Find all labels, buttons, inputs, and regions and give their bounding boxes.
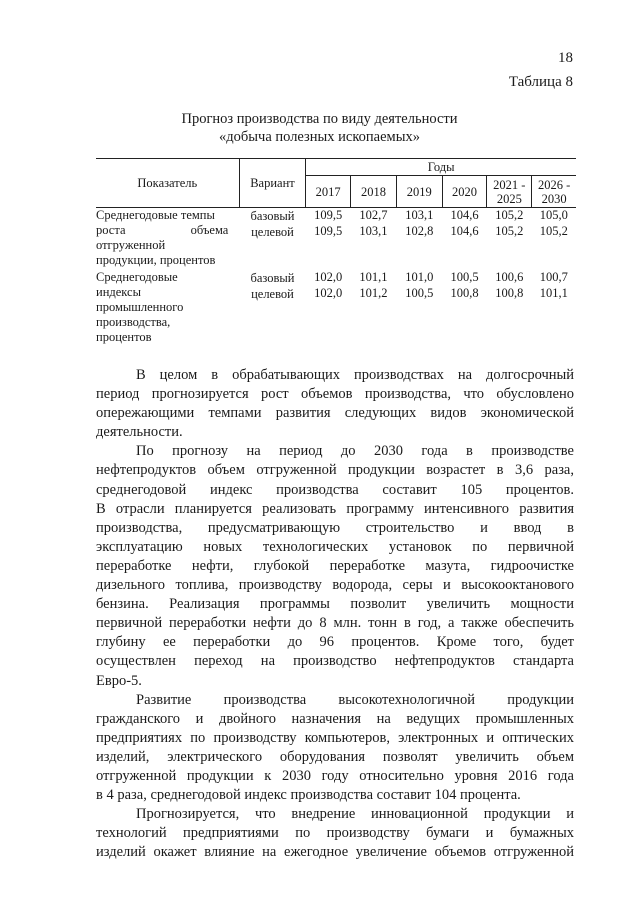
- paragraph-line: осуществлен переход на производство нефтепродуктов стандарта: [96, 653, 574, 670]
- value-cell: 103,1: [359, 224, 388, 238]
- paragraph-line: среднегодовой индекс производства составит 105 процентов.: [96, 481, 574, 498]
- paragraph-line: гражданского и двойного назначения на ведущих промышленных: [96, 710, 574, 727]
- value-cell: 102,0: [314, 270, 343, 284]
- header-year: 2018: [351, 176, 397, 208]
- paragraph-line: предприятиях по производству компьютеров, электронных и оптических: [96, 729, 574, 746]
- paragraph: [96, 366, 574, 442]
- paragraph-line: отгруженной продукции к 2030 году относительно уровня 2016 года: [96, 767, 574, 784]
- indicator-line: промышленного: [96, 300, 184, 314]
- paragraph-line: первичной переработки нефти до 8 млн. тонн в год, а также обеспечить: [96, 615, 574, 632]
- indicator-cell: [96, 270, 239, 346]
- value-cell: 102,7: [359, 208, 388, 222]
- indicator-line: индексы: [96, 285, 141, 299]
- indicator-cell: [96, 208, 239, 271]
- indicator-line: Среднегодовые: [96, 270, 178, 284]
- value-cell: 104,6: [450, 224, 479, 238]
- indicator-line: отгруженной: [96, 238, 166, 252]
- header-year: 2017: [306, 176, 351, 208]
- paragraph-line: дизельного топлива, производству водорода, серы и высокооктанового: [96, 577, 574, 594]
- body-text: [96, 366, 574, 862]
- table-label: Таблица 8: [508, 74, 573, 90]
- indicator-line: производства,: [96, 315, 171, 329]
- caption-line-1: Прогноз производства по виду деятельности: [181, 111, 458, 127]
- paragraph-line: деятельности.: [96, 424, 183, 441]
- header-variant: Вариант: [239, 159, 306, 208]
- value-cell: 105,0: [539, 208, 568, 222]
- paragraph-line: в 4 раза, среднегодовой индекс производства составит 104 процента.: [96, 787, 521, 804]
- paragraph-line: нефтепродуктов объем отгруженной продукции возрастет в 3,6 раза,: [96, 462, 574, 479]
- value-cell: 100,6: [495, 270, 524, 284]
- paragraph-line: Развитие производства высокотехнологичной продукции: [136, 691, 574, 708]
- paragraph-line: опережающими темпами развития следующих видов экономической: [96, 405, 574, 422]
- variant-cell: целевой: [251, 287, 294, 301]
- paragraph: [96, 442, 574, 690]
- indicator-line: роста объема: [96, 223, 229, 237]
- caption-line-2: «добыча полезных ископаемых»: [219, 129, 420, 145]
- value-cell: 101,2: [359, 286, 388, 300]
- value-cell: 102,0: [314, 286, 343, 300]
- value-cell: 100,8: [495, 286, 524, 300]
- value-cell: 100,5: [450, 270, 479, 284]
- paragraph-line: Прогнозируется, что внедрение инновационной продукции и: [136, 806, 574, 823]
- paragraph-line: технологий предприятиями по производству бумаги и бумажных: [96, 825, 574, 842]
- variant-cell: базовый: [250, 271, 295, 285]
- header-year: 2020: [442, 176, 487, 208]
- value-cell: 100,8: [450, 286, 479, 300]
- value-cell: 102,8: [405, 224, 434, 238]
- value-cell: 109,5: [314, 208, 343, 222]
- variant-cell: целевой: [251, 225, 294, 239]
- value-cell: 109,5: [314, 224, 343, 238]
- forecast-table: [96, 158, 576, 346]
- table-row: [96, 270, 576, 286]
- paragraph-line: В целом в обрабатывающих производствах на долгосрочный: [136, 367, 574, 383]
- header-years: Годы: [306, 159, 576, 176]
- paragraph-line: производства, предусматривающую строительство и ввод в: [96, 519, 574, 536]
- value-cell: 100,5: [405, 286, 434, 300]
- table-caption: [0, 110, 639, 146]
- value-cell: 105,2: [539, 224, 568, 238]
- paragraph: [96, 691, 574, 806]
- paragraph-line: бензина. Реализация программы позволит увеличить мощности: [96, 596, 574, 613]
- paragraph-line: эксплуатацию новых технологических установок по первичной: [96, 538, 574, 555]
- value-cell: 105,2: [495, 224, 524, 238]
- header-year: 2026 - 2030: [532, 176, 576, 208]
- paragraph-line: период прогнозируется рост объемов производства, что обусловлено: [96, 386, 574, 403]
- paragraph-line: изделий окажет влияние на ежегодное увеличение объемов отгруженной: [96, 844, 574, 861]
- header-year: 2021 - 2025: [487, 176, 532, 208]
- paragraph-line: Евро-5.: [96, 672, 142, 689]
- value-cell: 100,7: [539, 270, 568, 284]
- table-row: [96, 208, 576, 225]
- paragraph-line: переработке нефти, глубокой переработке мазута, гидроочистке: [96, 557, 574, 574]
- value-cell: 101,1: [539, 286, 568, 300]
- paragraph-line: В отрасли планируется реализовать программу интенсивного развития: [96, 500, 574, 517]
- value-cell: 103,1: [405, 208, 434, 222]
- header-indicator: Показатель: [96, 159, 239, 208]
- value-cell: 101,0: [405, 270, 434, 284]
- variant-cell: базовый: [250, 209, 295, 223]
- value-cell: 104,6: [450, 208, 479, 222]
- page-number: 18: [558, 50, 573, 66]
- value-cell: 101,1: [359, 270, 388, 284]
- indicator-line: процентов: [96, 330, 152, 344]
- paragraph-line: По прогнозу на период до 2030 года в производстве: [136, 443, 574, 460]
- header-year: 2019: [396, 176, 442, 208]
- indicator-line: продукции, процентов: [96, 253, 216, 267]
- paragraph: [96, 805, 574, 862]
- paragraph-line: глубину ее переработки до 96 процентов. Кроме того, будет: [96, 634, 574, 651]
- value-cell: 105,2: [495, 208, 524, 222]
- indicator-line: Среднегодовые темпы: [96, 208, 215, 222]
- paragraph-line: изделий, электрического оборудования позволят увеличить объем: [96, 748, 574, 765]
